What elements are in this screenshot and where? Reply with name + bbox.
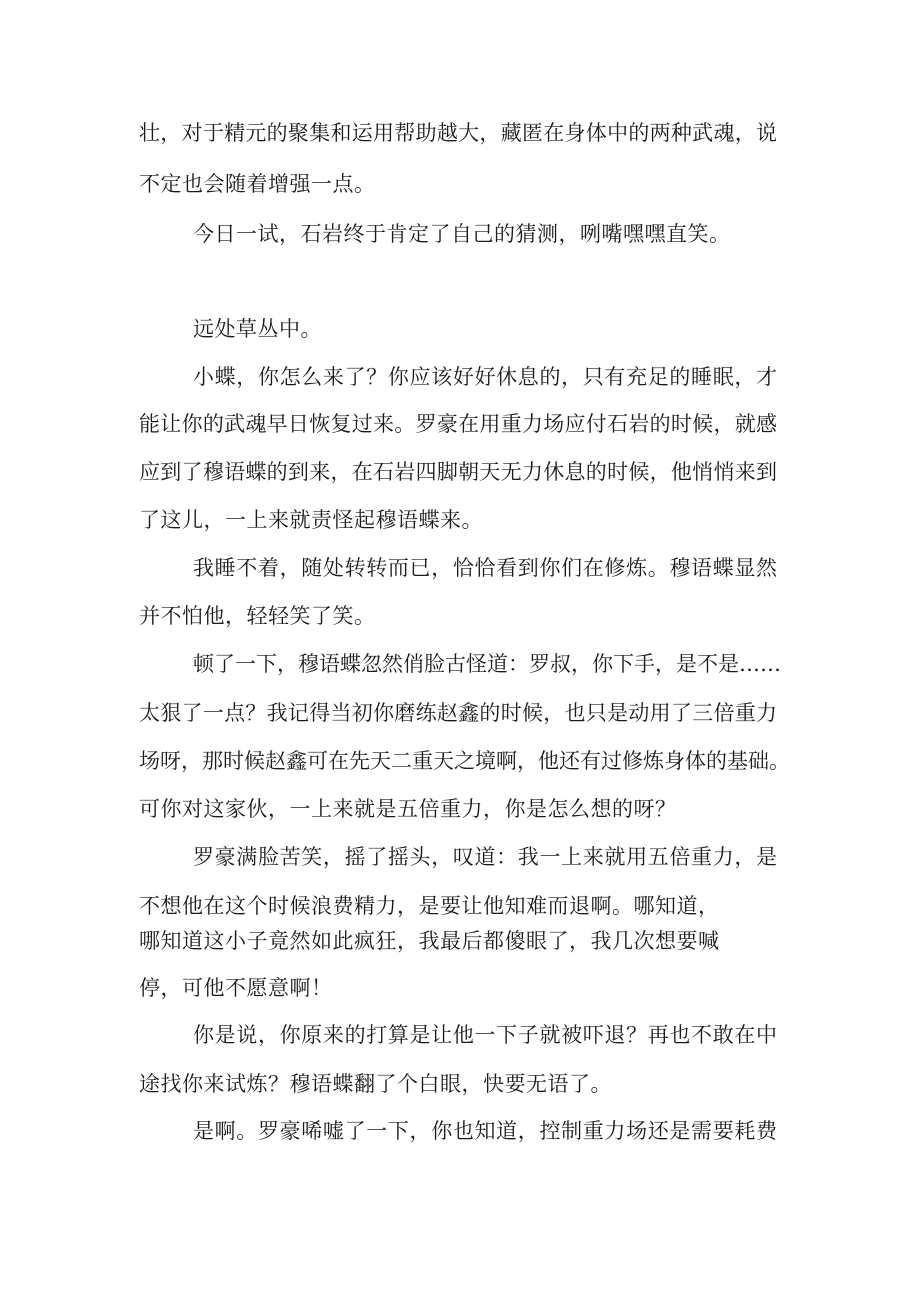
text-line: 不定也会随着增强一点。 xyxy=(139,172,376,196)
text-line: 是啊。罗豪唏嘘了一下，你也知道，控制重力场还是需要耗费 xyxy=(193,1119,777,1143)
text-line: 应到了穆语蝶的到来，在石岩四脚朝天无力休息的时候，他悄悄来到 xyxy=(139,460,777,484)
text-line: 壮，对于精元的聚集和运用帮助越大，藏匿在身体中的两种武魂，说 xyxy=(139,121,777,145)
text-line: 停，可他不愿意啊！ xyxy=(139,976,333,1000)
text-line: 小蝶，你怎么来了？你应该好好休息的，只有充足的睡眠，才 xyxy=(193,365,777,389)
text-line: 能让你的武魂早日恢复过来。罗豪在用重力场应付石岩的时候，就感 xyxy=(139,412,777,436)
text-line: 太狠了一点？我记得当初你磨练赵鑫的时候，也只是动用了三倍重力 xyxy=(139,701,777,725)
text-line: 并不怕他，轻轻笑了笑。 xyxy=(139,604,376,628)
text-line: 你是说，你原来的打算是让他一下子就被吓退？再也不敢在中 xyxy=(193,1023,777,1047)
text-line: 哪知道这小子竟然如此疯狂，我最后都傻眼了，我几次想要喊 xyxy=(139,929,720,953)
text-line: 今日一试，石岩终于肯定了自己的猜测，咧嘴嘿嘿直笑。 xyxy=(193,222,731,246)
text-line: 不想他在这个时候浪费精力，是要让他知难而退啊。哪知道， xyxy=(139,894,720,918)
text-line: 我睡不着，随处转转而已，恰恰看到你们在修炼。穆语蝶显然 xyxy=(193,556,777,580)
text-line: 可你对这家伙，一上来就是五倍重力，你是怎么想的呀？ xyxy=(139,797,677,821)
text-line: 场呀，那时候赵鑫可在先天二重天之境啊，他还有过修炼身体的基础。 xyxy=(139,749,790,773)
text-line: 了这儿，一上来就责怪起穆语蝶来。 xyxy=(139,508,483,532)
text-line: 远处草丛中。 xyxy=(193,317,322,341)
text-line: 途找你来试炼？穆语蝶翻了个白眼，快要无语了。 xyxy=(139,1072,612,1096)
text-line: 顿了一下，穆语蝶忽然俏脸古怪道：罗叔，你下手，是不是…… xyxy=(193,652,781,676)
text-line: 罗豪满脸苦笑，摇了摇头，叹道：我一上来就用五倍重力，是 xyxy=(193,845,777,869)
